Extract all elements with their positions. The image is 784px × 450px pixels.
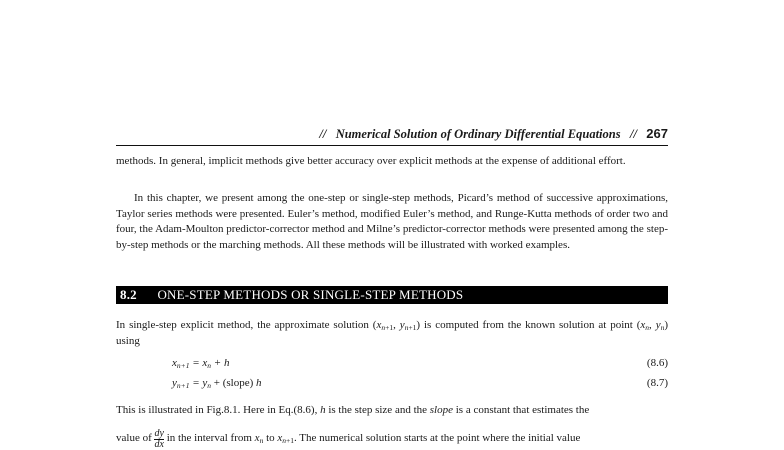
paragraph-continuation: methods. In general, implicit methods give better accuracy over explicit methods at the expense of additional effort. — [116, 155, 626, 167]
page-number: 267 — [646, 126, 668, 141]
paragraph-chapter-overview: In this chapter, we present among the one-step or single-step methods, Picard’s method of successive approximations, Taylor series methods were presented. Euler’s method, modified Euler’s method, and Runge-Kutta methods of order two and four, the Adam-Moulton predictor-corrector method and Milne’s predictor-corrector methods were presented among the step-by-step methods or the marching methods. All these methods will be illustrated with worked examples. — [116, 192, 668, 252]
section-number: 8.2 — [120, 287, 137, 302]
equation-8-7 — [116, 375, 668, 391]
fraction-dy-dx: $\frac{dy}{dx}$ — [154, 428, 164, 450]
paragraph-illustration: This is illustrated in Fig.8.1. Here in Eq.(8.6), h is the step size and the slope is a constant that estimates the — [116, 404, 590, 416]
equation-number: (8.6) — [646, 357, 668, 369]
running-header-title: Numerical Solution of Ordinary Differential Equations — [335, 127, 621, 141]
paragraph-derivative-interval: value of $\frac{dy}{dx}$ in the interval from $x_n$ to $x_{n+1}$. The numerical solution starts at the point where the initial value — [116, 428, 581, 450]
equation-8-6 — [116, 355, 668, 371]
section-heading — [116, 286, 668, 304]
header-separator-right: // — [629, 127, 637, 141]
section-title: ONE-STEP METHODS OR SINGLE-STEP METHODS — [157, 287, 464, 302]
paragraph-single-step-intro: In single-step explicit method, the approximate solution ($x_{n+1}$, $y_{n+1}$) is computed from the known solution at point ($x_n$, $y_n$) using — [116, 319, 669, 347]
equation-expression: $x_{n+1} = x_n + h$ — [172, 357, 230, 370]
equation-number: (8.7) — [646, 377, 668, 389]
equation-expression: $y_{n+1} = y_n$ + (slope) h — [172, 377, 262, 390]
running-header — [116, 127, 668, 146]
header-separator-left: // — [319, 127, 327, 141]
